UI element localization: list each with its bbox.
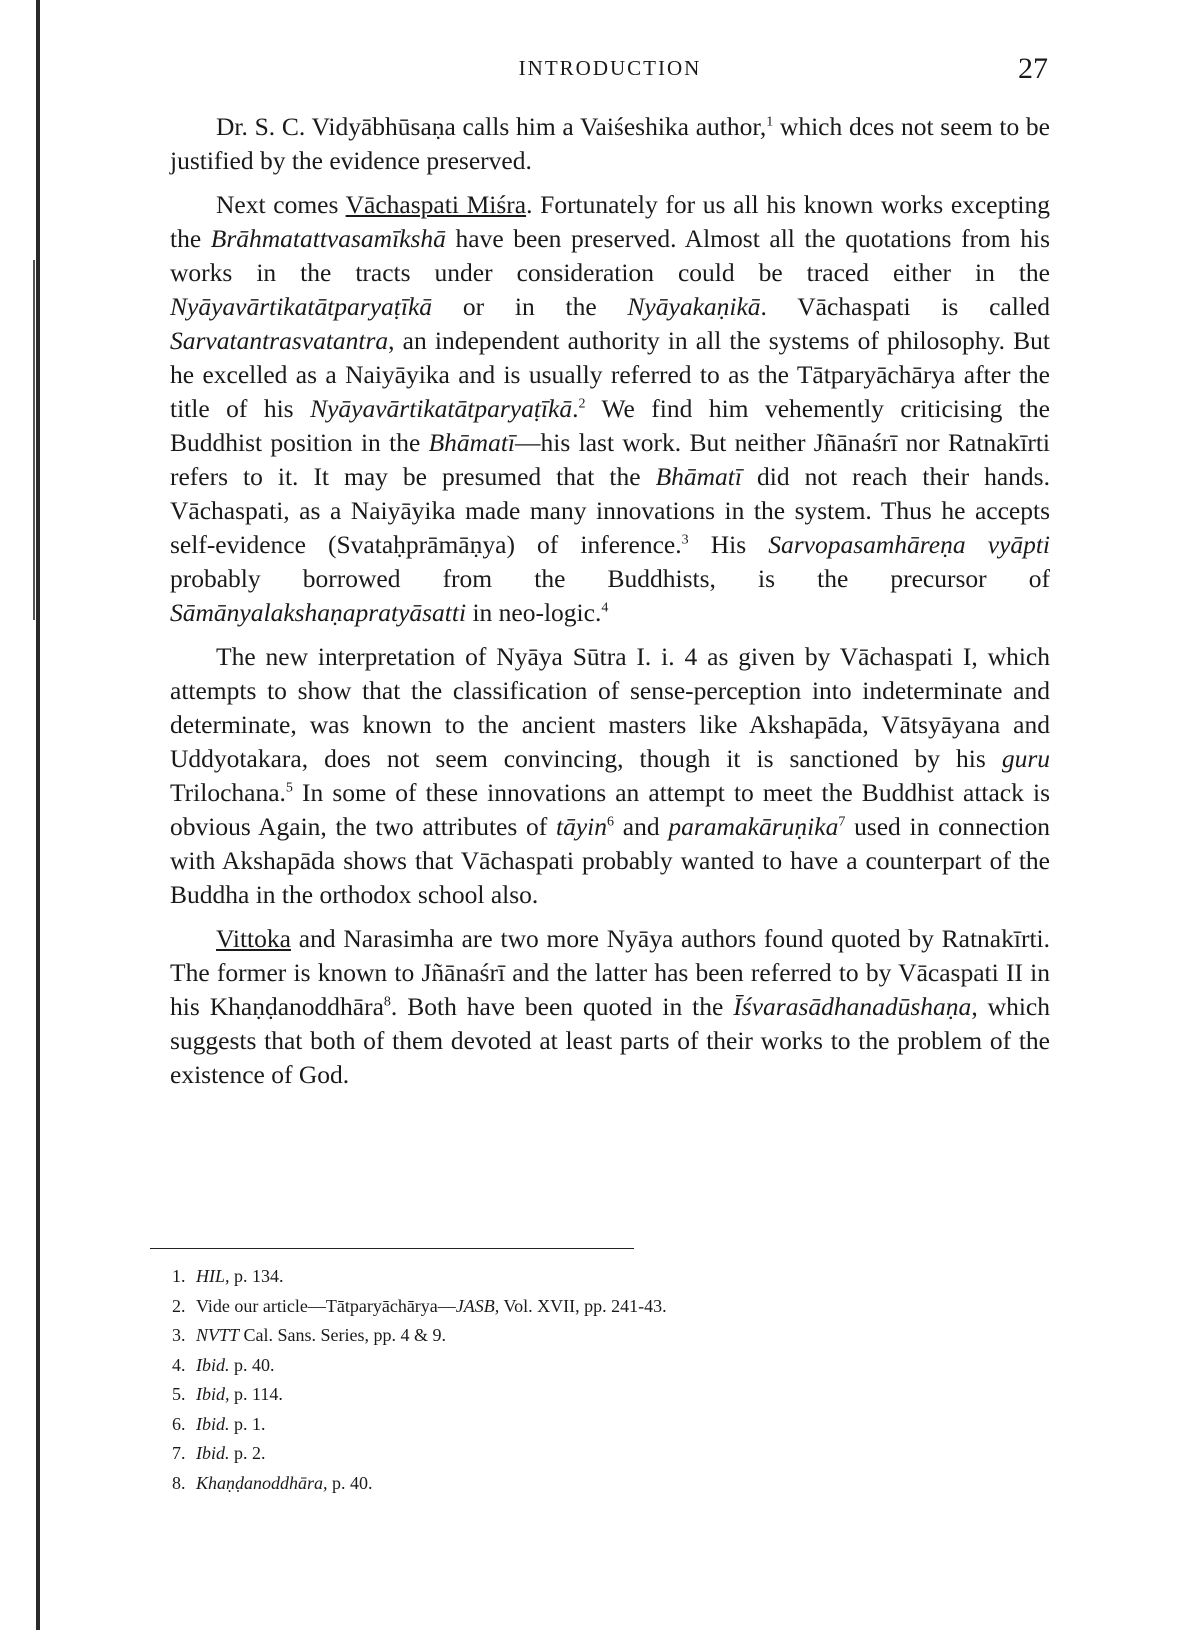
- footnote-ref-3: 3: [681, 532, 689, 548]
- footnote-3: 3. NVTT Cal. Sans. Series, pp. 4 & 9.: [172, 1325, 447, 1345]
- footnote-6: 6. Ibid. p. 1.: [172, 1413, 266, 1434]
- footnote-ref-6: 6: [607, 814, 615, 830]
- footnote-1: 1. HIL, p. 134.: [172, 1266, 284, 1286]
- footnote-ref-2: 2: [578, 396, 586, 412]
- paragraph-4: Vittoka and Narasimha are two more Nyāya authors found quoted by Ratnakīrti. The former is known to Jñānaśrī and the latter has been referred to by Vācaspati II in his Khaṇḍanoddhāra$^8$. Both have been quoted in the Īśvarasādhanadūshaṇa, which suggests that both of them devoted at least parts of their works to the problem of the existence of God.: [170, 924, 1050, 1089]
- footnote-ref-8: 8: [383, 994, 391, 1010]
- running-title: INTRODUCTION: [518, 56, 702, 80]
- paragraph-3: The new interpretation of Nyāya Sūtra I. i. 4 as given by Vāchaspati I, which attempts to show that the classification of sense-perception into indeterminate and determinate, was known to the ancient masters like Akshapāda, Vātsyāyana and Uddyotakara, does not seem convincing, though it is sanctioned by his guru Trilochana.$^5$ In some of these innovations an attempt to meet the Buddhist attack is obvious Again, the two attributes of tāyin$^6$ and paramakāruṇika$^7$ used in connection with Akshapāda shows that Vāchaspati probably wanted to have a counterpart of the Buddha in the orthodox school also.: [170, 642, 1050, 909]
- paragraph-2: Next comes Vāchaspati Miśra. Fortunately for us all his known works excepting the Brāhmatattvasamīkshā have been preserved. Almost all the quotations from his works in the tracts under consideration could be traced either in the Nyāyavārtikatātparyaṭīkā or in the Nyāyakaṇikā. Vāchaspati is called Sarvatantrasvatantra, an independent authority in all the systems of philosophy. But he excelled as a Naiyāyika and is usually referred to as the Tātparyāchārya after the title of his Nyāyavārtikatātparyaṭīkā.$^2$ We find him vehemently criticising the Buddhist position in the Bhāmatī—his last work. But neither Jñānaśrī nor Ratnakīrti refers to it. It may be presumed that the Bhāmatī did not reach their hands. Vāchaspati, as a Naiyāyika made many innovations in the system. Thus he accepts self-evidence (Svataḥprāmāṇya) of inference.$^3$ His Sarvopasamhāreṇa vyāpti probably borrowed from the Buddhists, is the precursor of Sāmānyalakshaṇapratyāsatti in neo-logic.$^4$: [170, 190, 1050, 627]
- footnote-7: 7. Ibid. p. 2.: [172, 1443, 266, 1463]
- footnote-ref-1: 1: [766, 114, 774, 130]
- footnote-5: 5. Ibid, p. 114.: [172, 1384, 283, 1404]
- footnote-4: 4. Ibid. p. 40.: [172, 1354, 275, 1375]
- paragraph-1: Dr. S. C. Vidyābhūsaṇa calls him a Vaiśeshika author,$^1$ which dces not seem to be justified by the evidence preserved.: [170, 112, 1051, 175]
- page-header: [170, 52, 1050, 88]
- footnotes: [172, 1262, 1052, 1498]
- underlined-name: Vāchaspati Miśra: [345, 190, 527, 219]
- footnote-ref-5: 5: [285, 780, 293, 796]
- main-text: [170, 110, 1050, 1102]
- footnote-ref-4: 4: [601, 600, 609, 616]
- binding-edge-line: [36, 0, 40, 1630]
- footnote-2: 2. Vide our article—Tātparyāchārya—JASB, Vol. XVII, pp. 241-43.: [172, 1295, 667, 1316]
- footnote-ref-7: 7: [838, 814, 846, 830]
- binding-edge-mark: [33, 260, 35, 620]
- footnote-8: 8. Khaṇḍanoddhāra, p. 40.: [172, 1472, 373, 1493]
- page-number: 27: [1018, 52, 1048, 85]
- footnote-divider: [150, 1248, 634, 1249]
